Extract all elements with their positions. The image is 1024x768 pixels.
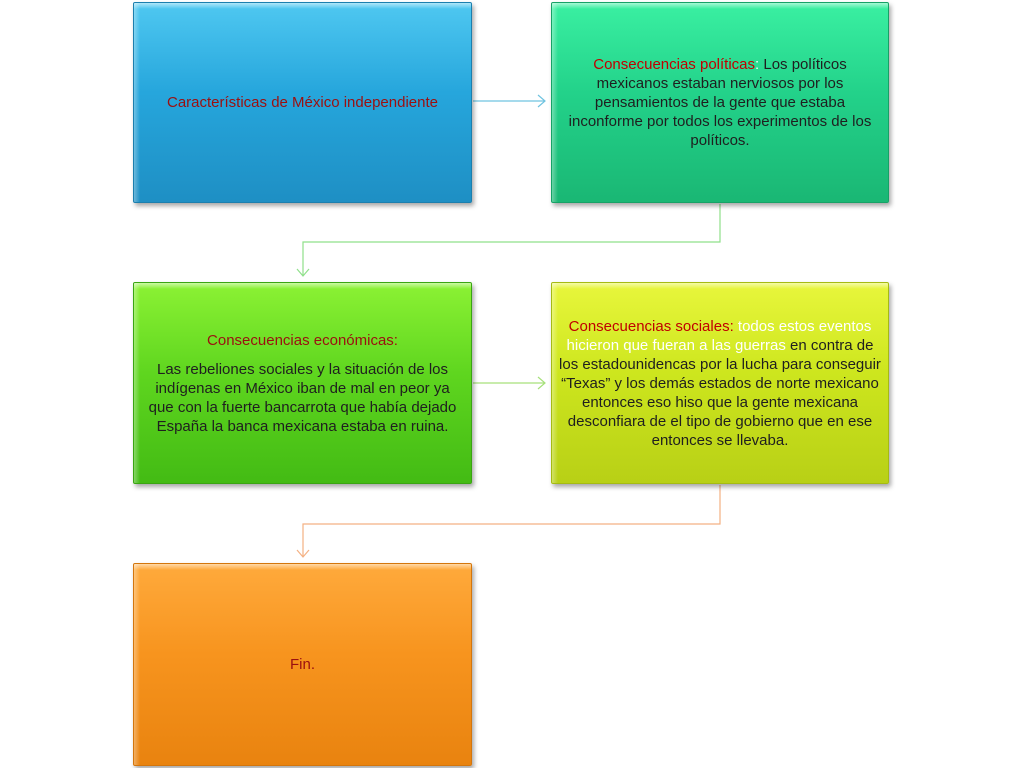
box-consecuencias-sociales (551, 282, 889, 484)
box-body: Los políticos mexicanos estaban nerviosos por los pensamientos de la gente que estaba inconforme por todos los experimentos de los políticos. (568, 56, 872, 149)
box-title: Fin. (289, 656, 315, 673)
box-caracteristicas-mexico (133, 2, 472, 203)
heading-separator: : (755, 56, 760, 73)
box-consecuencias-economicas (133, 282, 472, 484)
box-body: Las rebeliones sociales y la situación de los indígenas en México iban de mal en peor ya que con la fuerte bancarrota que había dejado España la banca mexicana estaba en ruina. (148, 360, 457, 435)
connector-sociales-to-fin (297, 485, 720, 557)
box-heading: Consecuencias políticas (593, 56, 756, 73)
connector-mexico-to-politicas (473, 95, 545, 107)
box-body: en contra de los estadounidencas por la lucha para conseguir “Texas” y los demás estados de norte mexicano entonces eso hiso que la gente mexicana desconfiara de el tipo de gobierno que en ese entonces se llevaba. (559, 336, 881, 449)
connector-politicas-to-economicas (297, 204, 720, 276)
box-body-light: todos estos eventos hicieron que fueran a las guerras (566, 317, 872, 354)
box-title: Características de México independiente (167, 94, 438, 111)
box-heading: Consecuencias económicas: (207, 331, 398, 349)
box-fin (133, 563, 472, 766)
box-text (568, 55, 872, 150)
connector-economicas-to-sociales (473, 377, 545, 389)
box-consecuencias-politicas (551, 2, 889, 203)
box-heading: Consecuencias sociales: (568, 317, 734, 335)
box-text (558, 317, 882, 450)
